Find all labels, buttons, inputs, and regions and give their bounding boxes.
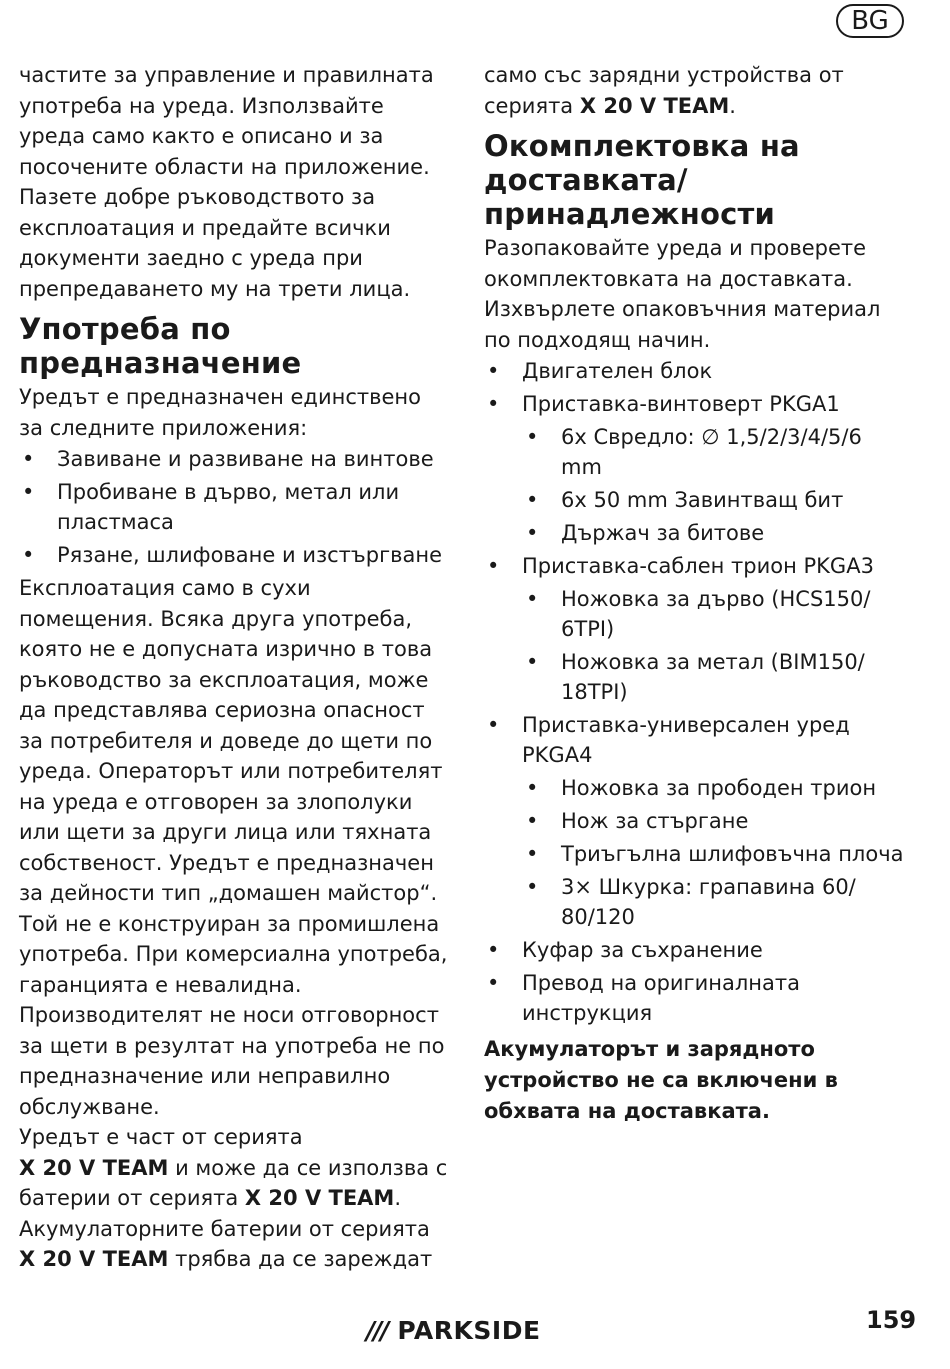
series-name: X 20 V TEAM: [244, 1186, 395, 1210]
delivery-list: [484, 356, 904, 1028]
brand-name: PARKSIDE: [397, 1316, 541, 1345]
series-text: Уредът е част от серията: [19, 1125, 303, 1149]
sub-list-item: • Триъгълна шлифовъчна плоча: [484, 839, 904, 869]
series-name: X 20 V TEAM: [19, 1155, 169, 1180]
list-item: • Приставка-универсален уред PKGA4: [484, 710, 904, 770]
sub-list-item: • Държач за битове: [484, 518, 904, 548]
intended-use-list: [19, 444, 449, 570]
sub-list-item: • Ножовка за дърво (HCS150/ 6TPI): [484, 584, 904, 644]
sub-list-item: • Нож за стъргане: [484, 806, 904, 836]
section-heading-intended-use: Употреба по предназначение: [19, 312, 302, 380]
continuation-text: само със зарядни устройства от серията: [484, 63, 844, 118]
brand-logo: [366, 1316, 541, 1345]
series-text: и може да се използва с батерии от серията: [19, 1155, 448, 1210]
language-badge: BG: [836, 4, 904, 38]
sub-list-item: • Ножовка за метал (BIM150/ 18TPI): [484, 647, 904, 707]
list-item: • Приставка-саблен трион PKGA3: [484, 551, 904, 581]
list-item: • Двигателен блок: [484, 356, 904, 386]
page-number: 159: [866, 1306, 917, 1334]
delivery-note: Акумулаторът и зарядното устройство не са включени в обхвата на доставката.: [484, 1037, 838, 1123]
series-name: X 20 V TEAM: [19, 1247, 169, 1271]
series-text: Акумулаторните батерии от серията: [19, 1216, 430, 1241]
sub-list-item: • 3× Шкурка: грапавина 60/ 80/120: [484, 872, 904, 932]
list-item: • Превод на оригиналната инструкция: [484, 968, 904, 1028]
intended-use-body: Експлоатация само в сухи помещения. Всяка друга употреба, която не е допусната изрично в това ръководство за експлоатация, може да представлява сериозна опасност за потребителя и доведе до щети по уреда. Операторът или потребителят на уреда е отговорен за злополуки или щети за други лица или тяхната собственост. Уредът е предназначен за дейности тип „домашен майстор“. Той не е конструиран за промишлена употреба. При комерсиална употреба, гаранцията е невалидна. Производителят не носи отговорност за щети в резултат на употреба не по предназначение или неправилно обслужване.: [19, 576, 448, 1119]
sub-list-item: • Ножовка за прободен трион: [484, 773, 904, 803]
section-heading-delivery: Окомплектовка на доставката/принадлежности: [484, 129, 800, 231]
intro-paragraph: частите за управление и правилната употреба на уреда. Използвайте уреда само както е описано и за посочените области на приложение. Пазете добре ръководството за експлоатация и предайте всички документи заедно с уреда при препредаването му на трети лица.: [19, 63, 434, 301]
intended-use-lead: Уредът е предназначен единствено за следните приложения:: [19, 385, 421, 440]
list-item: • Приставка-винтоверт PKGA1: [484, 389, 904, 419]
list-item: • Пробиване в дърво, метал или пластмаса: [19, 477, 449, 537]
right-column: [484, 60, 904, 1148]
series-paragraph: Уредът е част от серията X 20 V TEAM и може да се използва с батерии от серията X 20 V TEAM. Акумулаторните батерии от серията X 20 V TEAM трябва да се зареждат: [19, 1125, 448, 1271]
continuation-paragraph: само със зарядни устройства от серията X 20 V TEAM.: [484, 63, 844, 118]
series-text: трябва да се зареждат: [175, 1247, 433, 1271]
sub-list-item: • 6x Свредло: ∅ 1,5/2/3/4/5/6 mm: [484, 422, 904, 482]
list-item: • Куфар за съхранение: [484, 935, 904, 965]
left-column: [19, 60, 449, 1275]
list-item: • Завиване и развиване на винтове: [19, 444, 449, 474]
series-name: X 20 V TEAM: [579, 93, 730, 118]
sub-list-item: • 6x 50 mm Завинтващ бит: [484, 485, 904, 515]
brand-mark: ///: [366, 1316, 388, 1345]
delivery-intro: Разопаковайте уреда и проверете окомплектовката на доставката. Изхвърлете опаковъчния материал по подходящ начин.: [484, 236, 881, 352]
list-item: • Рязане, шлифоване и изстъргване: [19, 540, 449, 570]
